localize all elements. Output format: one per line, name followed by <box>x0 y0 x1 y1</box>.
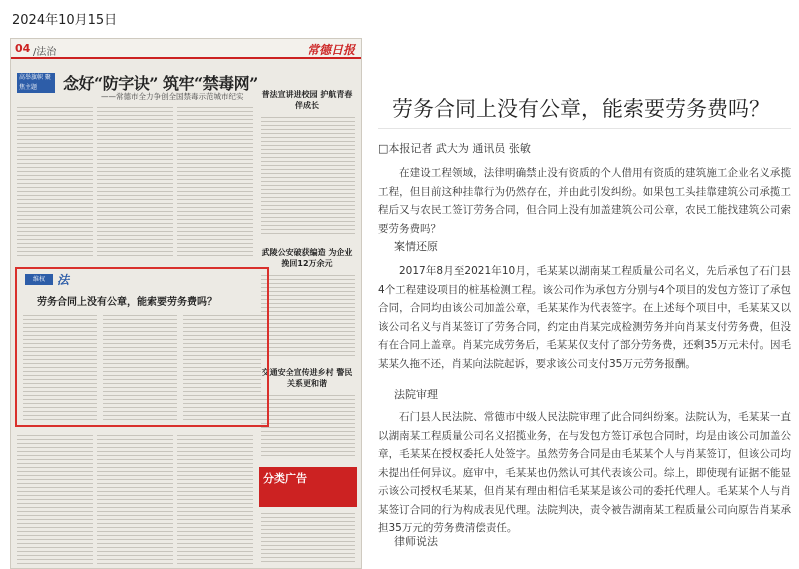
highlight-headline: 劳务合同上没有公章，能索要劳务费吗？ <box>37 297 217 308</box>
article-title: 劳务合同上没有公章，能索要劳务费吗？ <box>392 97 770 121</box>
highlight-badge: 维权 <box>25 274 53 285</box>
lead-text-col-3 <box>177 107 253 259</box>
classified-ad-title: 分类广告 <box>263 472 307 485</box>
side-text-3 <box>261 395 355 459</box>
date-label: 2024年10月15日 <box>12 13 118 28</box>
lead-headline: 念好“防字诀” 筑牢“禁毒网” <box>63 74 258 93</box>
article-byline: □本报记者 武大为 通讯员 张敏 <box>378 142 531 155</box>
side-text-2 <box>261 275 355 359</box>
highlight-tag: 法 <box>57 273 70 287</box>
bottom-text-col-3 <box>177 435 253 565</box>
bottom-text-col-1 <box>17 435 93 565</box>
page-section: /法治 <box>33 47 57 58</box>
highlight-text-col-2 <box>103 315 177 421</box>
section-heading-lawyer: 律师说法 <box>394 535 438 548</box>
title-divider <box>378 128 791 129</box>
lead-subheadline: ——常德市全力争创全国禁毒示范城市纪实 <box>101 92 244 101</box>
side-headline-2: 武陵公安破获编造 为企业挽回12万余元 <box>261 248 353 268</box>
article-intro-paragraph: 在建设工程领域，法律明确禁止没有资质的个人借用有资质的建筑施工企业名义承揽工程，但目前这种挂靠行为仍然存在，并由此引发纠纷。如果包工头挂靠建筑公司承揽工程后又与农民工签订劳务合同，但合同上没有加盖建筑公司公章，农民工能找建筑公司索要劳务费吗？ <box>378 167 791 235</box>
lead-badge: 高举旗帜 聚焦主题 <box>17 73 55 93</box>
side-headline-3: 交通安全宣传进乡村 警民关系更和谐 <box>261 368 353 388</box>
page-number: 04 <box>15 42 31 55</box>
ad-text <box>261 513 355 565</box>
lead-text-col-1 <box>17 107 93 259</box>
side-headline-1: 普法宣讲进校园 护航青春伴成长 <box>261 90 353 110</box>
article-court-paragraph: 石门县人民法院、常德市中级人民法院审理了此合同纠纷案。法院认为，毛某某一直以湖南某工程质量公司名义招揽业务，在与发包方签订承包合同时，均是由该公司加盖公章，毛某某在授权委托人处签字。虽然劳务合同是由毛某某个人与肖某签订，但该公司均未提出任何异议。庭审中，毛某某也仍然认可其代表该公司。综上，即使现有证据不能显示该公司授权毛某某，但肖某有理由相信毛某某是该公司的委托代理人。毛某某个人与肖某签订合同的行为构成表见代理。法院判决，责令被告湖南某工程质量公司向原告肖某承担35万元的劳务费清偿责任。 <box>378 411 791 534</box>
highlight-text-col-3 <box>183 315 261 421</box>
article-case-paragraph: 2017年8月至2021年10月，毛某某以湖南某工程质量公司名义，先后承包了石门县4个工程建设项目的桩基检测工程。该公司作为承包方分别与4个项目的发包方签订了承包合同，合同均由该公司加盖公章，毛某某作为代表签字。在上述每个项目中，毛某某又以该公司名义与肖某签订了劳务合同，约定由肖某完成检测劳务并向肖某支付劳务费，但没有在合同上盖章。肖某完成劳务后，毛某某仅支付了部分劳务费，还剩35万元未付。因毛某某久拖不还，肖某向法院起诉，要求该公司支付35万元劳务报酬。 <box>378 265 791 370</box>
lead-text-col-2 <box>97 107 173 259</box>
side-text-1 <box>261 117 355 237</box>
newspaper-page-thumbnail <box>10 38 362 569</box>
newspaper-logo: 常德日报 <box>306 43 355 57</box>
highlight-text-col-1 <box>23 315 97 421</box>
highlighted-article-frame <box>15 267 269 427</box>
section-heading-court: 法院审理 <box>394 388 438 401</box>
newspaper-masthead <box>11 39 361 59</box>
classified-ad-banner <box>259 467 357 507</box>
section-heading-case: 案情还原 <box>394 240 438 253</box>
bottom-text-col-2 <box>97 435 173 565</box>
